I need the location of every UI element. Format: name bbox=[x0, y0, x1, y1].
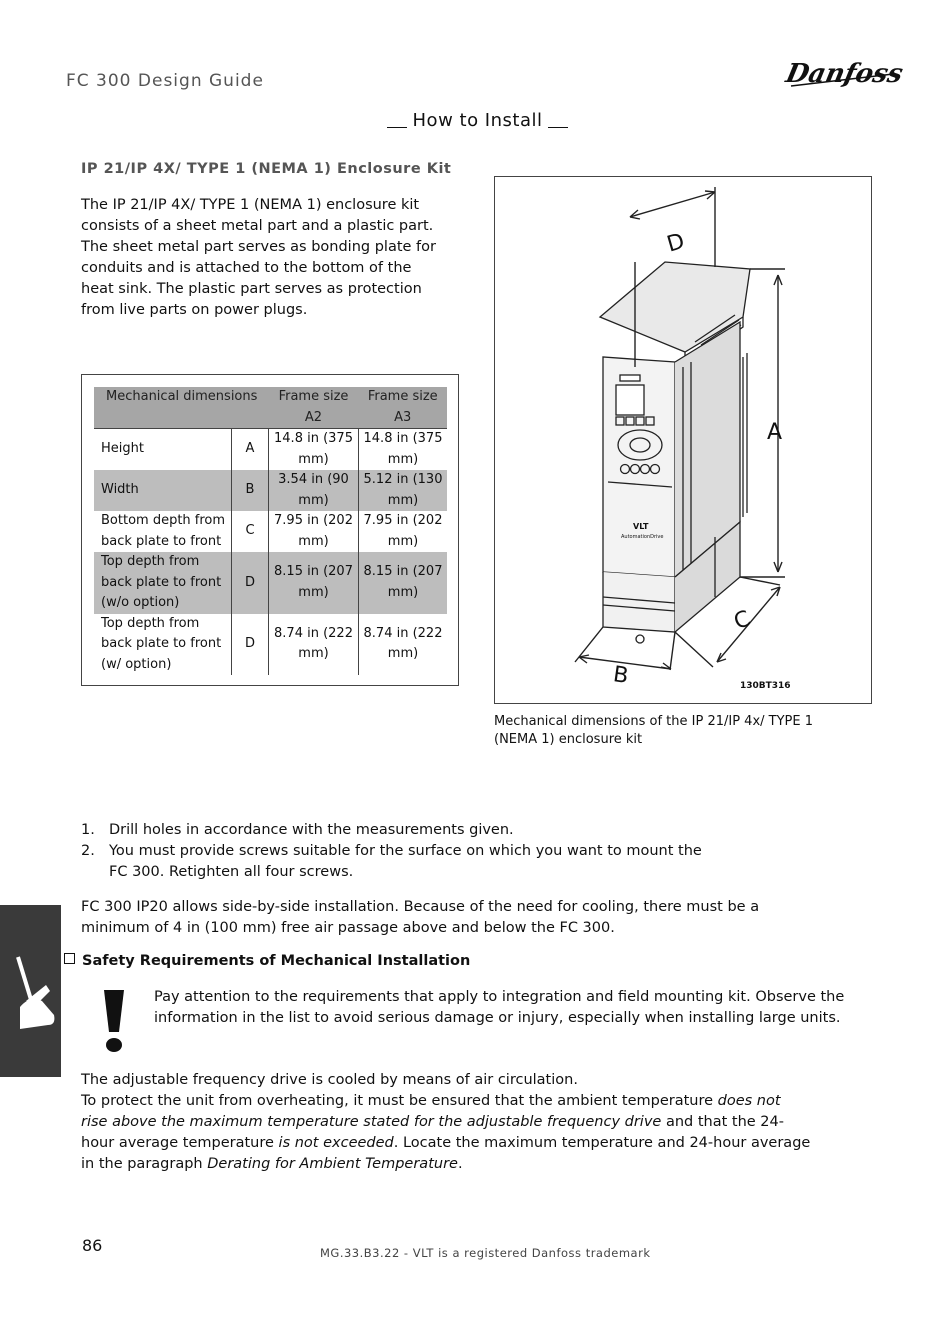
step-number: 2. bbox=[81, 843, 95, 859]
cooling-text: and that the 24-hour average temperature bbox=[81, 1114, 784, 1151]
column-header: Mechanical dimensions bbox=[94, 387, 269, 429]
a2-value: 3.54 in (90 mm) bbox=[269, 470, 359, 511]
a2-value: 8.74 in (222 mm) bbox=[269, 614, 359, 676]
kit-title: IP 21/IP 4X/ TYPE 1 (NEMA 1) Enclosure Kit bbox=[81, 161, 452, 177]
safety-heading bbox=[64, 953, 470, 969]
exclamation-icon bbox=[100, 990, 128, 1054]
table-row bbox=[94, 511, 447, 552]
step-text: You must provide screws suitable for the surface on which you want to mount the FC 300. Retighten all four screws. bbox=[109, 843, 702, 880]
row-label: Top depth from back plate to front (w/ option) bbox=[101, 615, 222, 672]
cooling-text: To protect the unit from overheating, it must be ensured that the ambient temperature bbox=[81, 1093, 718, 1109]
cooling-line: The adjustable frequency drive is cooled by means of air circulation. bbox=[81, 1072, 578, 1088]
device-model: AutomationDrive bbox=[621, 534, 664, 540]
kit-description-line: from live parts on power plugs. bbox=[81, 302, 308, 318]
document-title: FC 300 Design Guide bbox=[66, 71, 264, 91]
row-symbol: A bbox=[232, 429, 269, 471]
column-header: Frame size A2 bbox=[269, 387, 359, 429]
cooling-emphasis: Derating for Ambient Temperature bbox=[207, 1156, 458, 1172]
row-label: Height bbox=[94, 429, 232, 471]
table-row bbox=[94, 614, 447, 676]
cooling-body bbox=[81, 1091, 811, 1175]
table-row bbox=[94, 552, 447, 614]
row-symbol: B bbox=[232, 470, 269, 511]
footer-text: MG.33.B3.22 - VLT is a registered Danfoss trademark bbox=[320, 1246, 651, 1260]
row-symbol: C bbox=[232, 511, 269, 552]
section-heading-text: How to Install bbox=[412, 110, 543, 131]
dimensions-table bbox=[94, 387, 447, 675]
kit-description-line: consists of a sheet metal part and a plastic part. bbox=[81, 218, 434, 234]
row-label: Width bbox=[94, 470, 232, 511]
safety-warning: Pay attention to the requirements that apply to integration and field mounting kit. Observe the information in the list to avoid serious damage or injury, especially when installing large units. bbox=[154, 989, 845, 1026]
step-number: 1. bbox=[81, 822, 95, 838]
heading-rule-right bbox=[548, 127, 568, 128]
kit-description bbox=[81, 195, 451, 321]
a3-value: 8.74 in (222 mm) bbox=[359, 614, 448, 676]
figure-code: 130BT316 bbox=[740, 681, 791, 691]
list-item bbox=[81, 820, 721, 841]
cooling-paragraph bbox=[81, 1070, 811, 1175]
side-by-side-note: FC 300 IP20 allows side-by-side installation. Because of the need for cooling, there must be a minimum of 4 in (100 mm) free air passage above and below the FC 300. bbox=[81, 899, 760, 936]
a2-value: 7.95 in (202 mm) bbox=[269, 511, 359, 552]
hand-screwdriver-icon bbox=[0, 905, 61, 1077]
a3-value: 5.12 in (130 mm) bbox=[359, 470, 448, 511]
a3-value: 7.95 in (202 mm) bbox=[359, 511, 448, 552]
table-row bbox=[94, 429, 447, 471]
enclosure-figure bbox=[494, 176, 872, 704]
kit-description-line: conduits and is attached to the bottom of the bbox=[81, 260, 412, 276]
dimension-label-b: B bbox=[611, 662, 630, 690]
table-row bbox=[94, 470, 447, 511]
kit-description-line: The sheet metal part serves as bonding plate for bbox=[81, 239, 436, 255]
dimension-label-d: D bbox=[664, 228, 688, 258]
device-brand: VLT bbox=[633, 522, 649, 531]
cooling-text: . bbox=[457, 1156, 463, 1172]
a3-value: 8.15 in (207 mm) bbox=[359, 552, 448, 614]
row-symbol: D bbox=[232, 614, 269, 676]
installation-steps bbox=[81, 820, 721, 883]
step-text: Drill holes in accordance with the measurements given. bbox=[109, 822, 514, 838]
svg-text:Danfoss: Danfoss bbox=[783, 58, 906, 89]
dimensions-table-frame bbox=[81, 374, 459, 686]
row-label: Top depth from back plate to front (w/o option) bbox=[94, 552, 232, 614]
list-item bbox=[81, 841, 721, 883]
page-number: 86 bbox=[82, 1236, 103, 1255]
dimension-label-c: C bbox=[730, 606, 754, 636]
figure-caption: Mechanical dimensions of the IP 21/IP 4x/ TYPE 1 (NEMA 1) enclosure kit bbox=[494, 714, 814, 747]
enclosure-drawing bbox=[495, 177, 871, 703]
checkbox-icon bbox=[64, 953, 75, 964]
safety-title: Safety Requirements of Mechanical Installation bbox=[82, 953, 471, 969]
cooling-emphasis: does not rise above the maximum temperature stated for the adjustable frequency drive bbox=[81, 1093, 781, 1130]
column-header: Frame size A3 bbox=[359, 387, 448, 429]
kit-description-line: heat sink. The plastic part serves as protection bbox=[81, 281, 422, 297]
cooling-emphasis: is not exceeded bbox=[278, 1135, 394, 1151]
a3-value: 14.8 in (375 mm) bbox=[359, 429, 448, 471]
chapter-tab bbox=[0, 905, 61, 1077]
cooling-text: . Locate the maximum temperature and 24-hour average in the paragraph bbox=[81, 1135, 811, 1172]
a2-value: 8.15 in (207 mm) bbox=[269, 552, 359, 614]
heading-rule-left bbox=[387, 127, 407, 128]
table-header-row bbox=[94, 387, 447, 429]
dimension-label-a: A bbox=[767, 420, 783, 445]
a2-value: 14.8 in (375 mm) bbox=[269, 429, 359, 471]
row-symbol: D bbox=[232, 552, 269, 614]
danfoss-logo bbox=[783, 52, 906, 92]
row-label: Bottom depth from back plate to front bbox=[101, 513, 226, 549]
kit-description-line: The IP 21/IP 4X/ TYPE 1 (NEMA 1) enclosure kit bbox=[81, 197, 420, 213]
section-heading bbox=[370, 110, 585, 131]
